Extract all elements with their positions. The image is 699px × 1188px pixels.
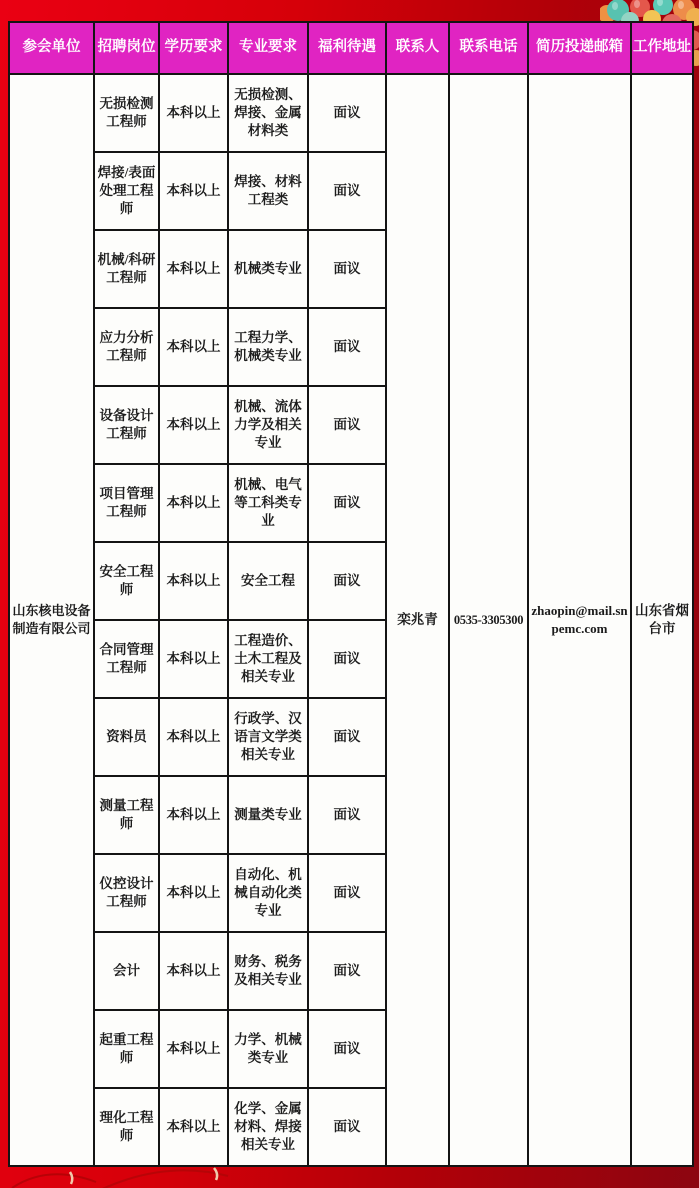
education-cell: 本科以上 [159, 152, 228, 230]
col-header-email: 简历投递邮箱 [528, 22, 631, 74]
position-cell: 设备设计工程师 [94, 386, 159, 464]
benefits-cell: 面议 [308, 308, 386, 386]
benefits-cell: 面议 [308, 854, 386, 932]
col-header-education: 学历要求 [159, 22, 228, 74]
col-header-benefits: 福利待遇 [308, 22, 386, 74]
education-cell: 本科以上 [159, 542, 228, 620]
education-cell: 本科以上 [159, 74, 228, 152]
position-cell: 合同管理工程师 [94, 620, 159, 698]
position-cell: 会计 [94, 932, 159, 1010]
education-cell: 本科以上 [159, 1088, 228, 1166]
education-cell: 本科以上 [159, 776, 228, 854]
contact-name-cell: 栾兆青 [386, 74, 449, 1166]
major-cell: 无损检测、焊接、金属材料类 [228, 74, 308, 152]
benefits-cell: 面议 [308, 776, 386, 854]
education-cell: 本科以上 [159, 386, 228, 464]
education-cell: 本科以上 [159, 464, 228, 542]
benefits-cell: 面议 [308, 698, 386, 776]
education-cell: 本科以上 [159, 620, 228, 698]
position-cell: 安全工程师 [94, 542, 159, 620]
work-location-cell: 山东省烟台市 [631, 74, 693, 1166]
position-cell: 起重工程师 [94, 1010, 159, 1088]
major-cell: 机械、流体力学及相关专业 [228, 386, 308, 464]
major-cell: 安全工程 [228, 542, 308, 620]
benefits-cell: 面议 [308, 74, 386, 152]
position-cell: 无损检测工程师 [94, 74, 159, 152]
position-cell: 资料员 [94, 698, 159, 776]
col-header-phone: 联系电话 [449, 22, 528, 74]
major-cell: 机械、电气等工科类专业 [228, 464, 308, 542]
table-row [9, 74, 693, 152]
position-cell: 项目管理工程师 [94, 464, 159, 542]
benefits-cell: 面议 [308, 932, 386, 1010]
major-cell: 财务、税务及相关专业 [228, 932, 308, 1010]
major-cell: 自动化、机械自动化类专业 [228, 854, 308, 932]
contact-phone-cell: 0535-3305300 [449, 74, 528, 1166]
education-cell: 本科以上 [159, 854, 228, 932]
col-header-major: 专业要求 [228, 22, 308, 74]
benefits-cell: 面议 [308, 1010, 386, 1088]
major-cell: 化学、金属材料、焊接相关专业 [228, 1088, 308, 1166]
col-header-unit: 参会单位 [9, 22, 94, 74]
education-cell: 本科以上 [159, 308, 228, 386]
education-cell: 本科以上 [159, 932, 228, 1010]
position-cell: 理化工程师 [94, 1088, 159, 1166]
position-cell: 测量工程师 [94, 776, 159, 854]
position-cell: 仪控设计工程师 [94, 854, 159, 932]
col-header-contact: 联系人 [386, 22, 449, 74]
major-cell: 焊接、材料工程类 [228, 152, 308, 230]
col-header-location: 工作地址 [631, 22, 693, 74]
resume-email-cell: zhaopin@mail.snpemc.com [528, 74, 631, 1166]
education-cell: 本科以上 [159, 698, 228, 776]
header-row [9, 22, 693, 74]
major-cell: 工程造价、土木工程及相关专业 [228, 620, 308, 698]
benefits-cell: 面议 [308, 542, 386, 620]
benefits-cell: 面议 [308, 1088, 386, 1166]
major-cell: 行政学、汉语言文学类相关专业 [228, 698, 308, 776]
major-cell: 力学、机械类专业 [228, 1010, 308, 1088]
company-cell: 山东核电设备制造有限公司 [9, 74, 94, 1166]
benefits-cell: 面议 [308, 464, 386, 542]
education-cell: 本科以上 [159, 1010, 228, 1088]
education-cell: 本科以上 [159, 230, 228, 308]
col-header-position: 招聘岗位 [94, 22, 159, 74]
benefits-cell: 面议 [308, 152, 386, 230]
benefits-cell: 面议 [308, 386, 386, 464]
benefits-cell: 面议 [308, 230, 386, 308]
recruitment-table [8, 21, 694, 1167]
benefits-cell: 面议 [308, 620, 386, 698]
position-cell: 焊接/表面处理工程师 [94, 152, 159, 230]
major-cell: 工程力学、机械类专业 [228, 308, 308, 386]
major-cell: 机械类专业 [228, 230, 308, 308]
major-cell: 测量类专业 [228, 776, 308, 854]
position-cell: 应力分析工程师 [94, 308, 159, 386]
position-cell: 机械/科研工程师 [94, 230, 159, 308]
